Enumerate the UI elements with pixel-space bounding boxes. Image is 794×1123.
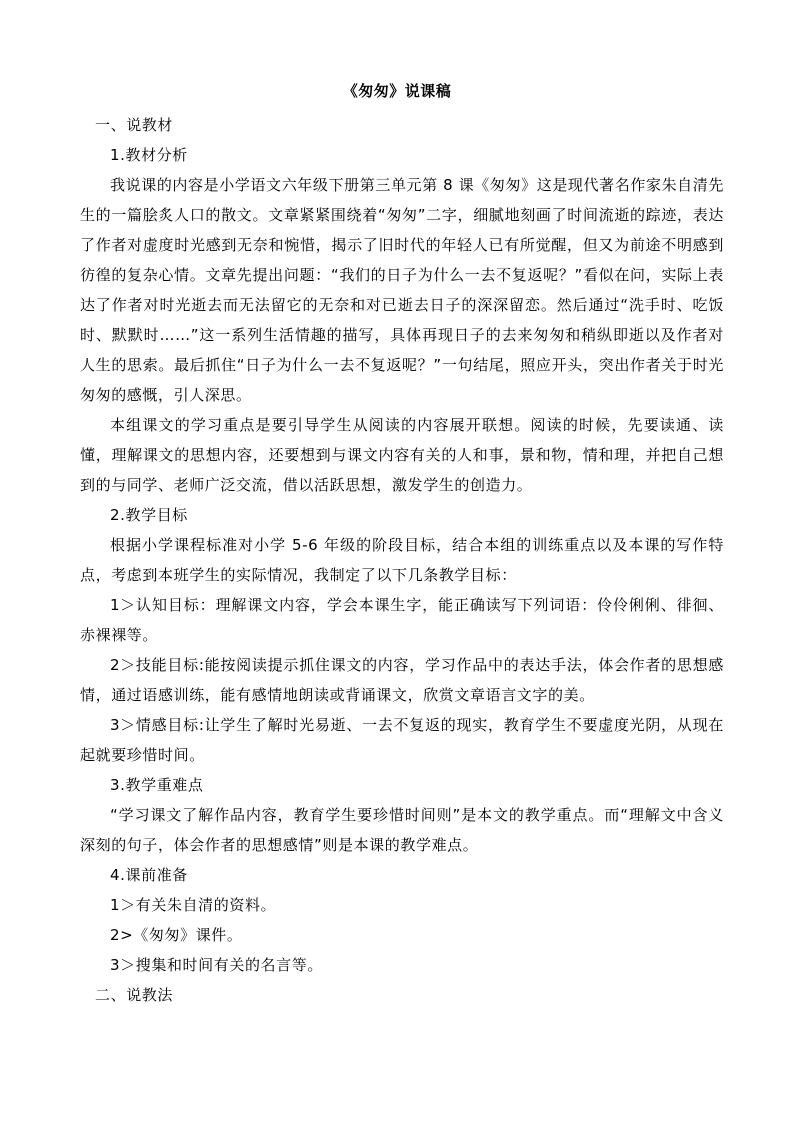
paragraph-key-points: “学习课文了解作品内容，教育学生要珍惜时间则”是本文的教学重点。而“理解文中含义深刻的句子，体会作者的思想感情”则是本课的教学难点。 bbox=[80, 806, 724, 854]
paragraph-goal-emotion: 3＞情感目标:让学生了解时光易逝、一去不复返的现实，教育学生不要虚度光阴，从现在起就要珍惜时间。 bbox=[80, 716, 724, 764]
paragraph-material-analysis: 我说课的内容是小学语文六年级下册第三单元第 8 课《匆匆》这是现代著名作家朱自清先生的一篇脍炙人口的散文。文章紧紧围绕着“匆匆”二字，细腻地刻画了时间流逝的踪迹，表达了作者对虚度时光感到无奈和惋惜，揭示了旧时代的年轻人已有所觉醒，但又为前途不明感到彷徨的复杂心情。文章先提出问题：“我们的日子为什么一去不复返呢？”看似在问，实际上表达了作者对时光逝去而无法留它的无奈和对已逝去日子的深深留恋。然后通过“洗手时、吃饭时、默默时……”这一系列生活情趣的描写，具体再现日子的去来匆匆和稍纵即逝以及作者对人生的思索。最后抓住“日子为什么一去不复返呢？”一句结尾，照应开头，突出作者关于时光匆匆的感慨，引人深思。 bbox=[80, 176, 724, 404]
subsection-heading-preparation: 4.课前准备 bbox=[110, 866, 188, 884]
paragraph-learning-focus: 本组课文的学习重点是要引导学生从阅读的内容展开联想。阅读的时候，先要读通、读懂，理解课文的思想内容，还要想到与课文内容有关的人和事，景和物，情和理，并把自己想到的与同学、老师广泛交流，借以活跃思想，激发学生的创造力。 bbox=[80, 416, 724, 494]
document-body bbox=[80, 110, 724, 1010]
subsection-heading-teaching-goals: 2.教学目标 bbox=[110, 506, 188, 524]
document-title: 《匆匆》说课稿 bbox=[342, 82, 452, 100]
paragraph-goals-intro: 根据小学课程标准对小学 5-6 年级的阶段目标，结合本组的训练重点以及本课的写作特点，考虑到本班学生的实际情况，我制定了以下几条教学目标： bbox=[80, 536, 724, 584]
section-heading-teaching-material: 一、说教材 bbox=[95, 116, 174, 134]
paragraph-goal-cognitive: 1＞认知目标：理解课文内容，学会本课生字，能正确读写下列词语：伶伶俐俐、徘徊、赤裸裸等。 bbox=[80, 596, 724, 644]
section-heading-teaching-method: 二、说教法 bbox=[95, 986, 174, 1004]
paragraph-prep-item-2: 2>《匆匆》课件。 bbox=[110, 926, 243, 944]
paragraph-goal-skill: 2＞技能目标:能按阅读提示抓住课文的内容，学习作品中的表达手法，体会作者的思想感情，通过语感训练，能有感情地朗读或背诵课文，欣赏文章语言文字的美。 bbox=[80, 656, 724, 704]
subsection-heading-material-analysis: 1.教材分析 bbox=[110, 146, 188, 164]
paragraph-prep-item-3: 3＞搜集和时间有关的名言等。 bbox=[110, 956, 323, 974]
paragraph-prep-item-1: 1＞有关朱自清的资料。 bbox=[110, 896, 277, 914]
subsection-heading-key-points: 3.教学重难点 bbox=[110, 776, 204, 794]
